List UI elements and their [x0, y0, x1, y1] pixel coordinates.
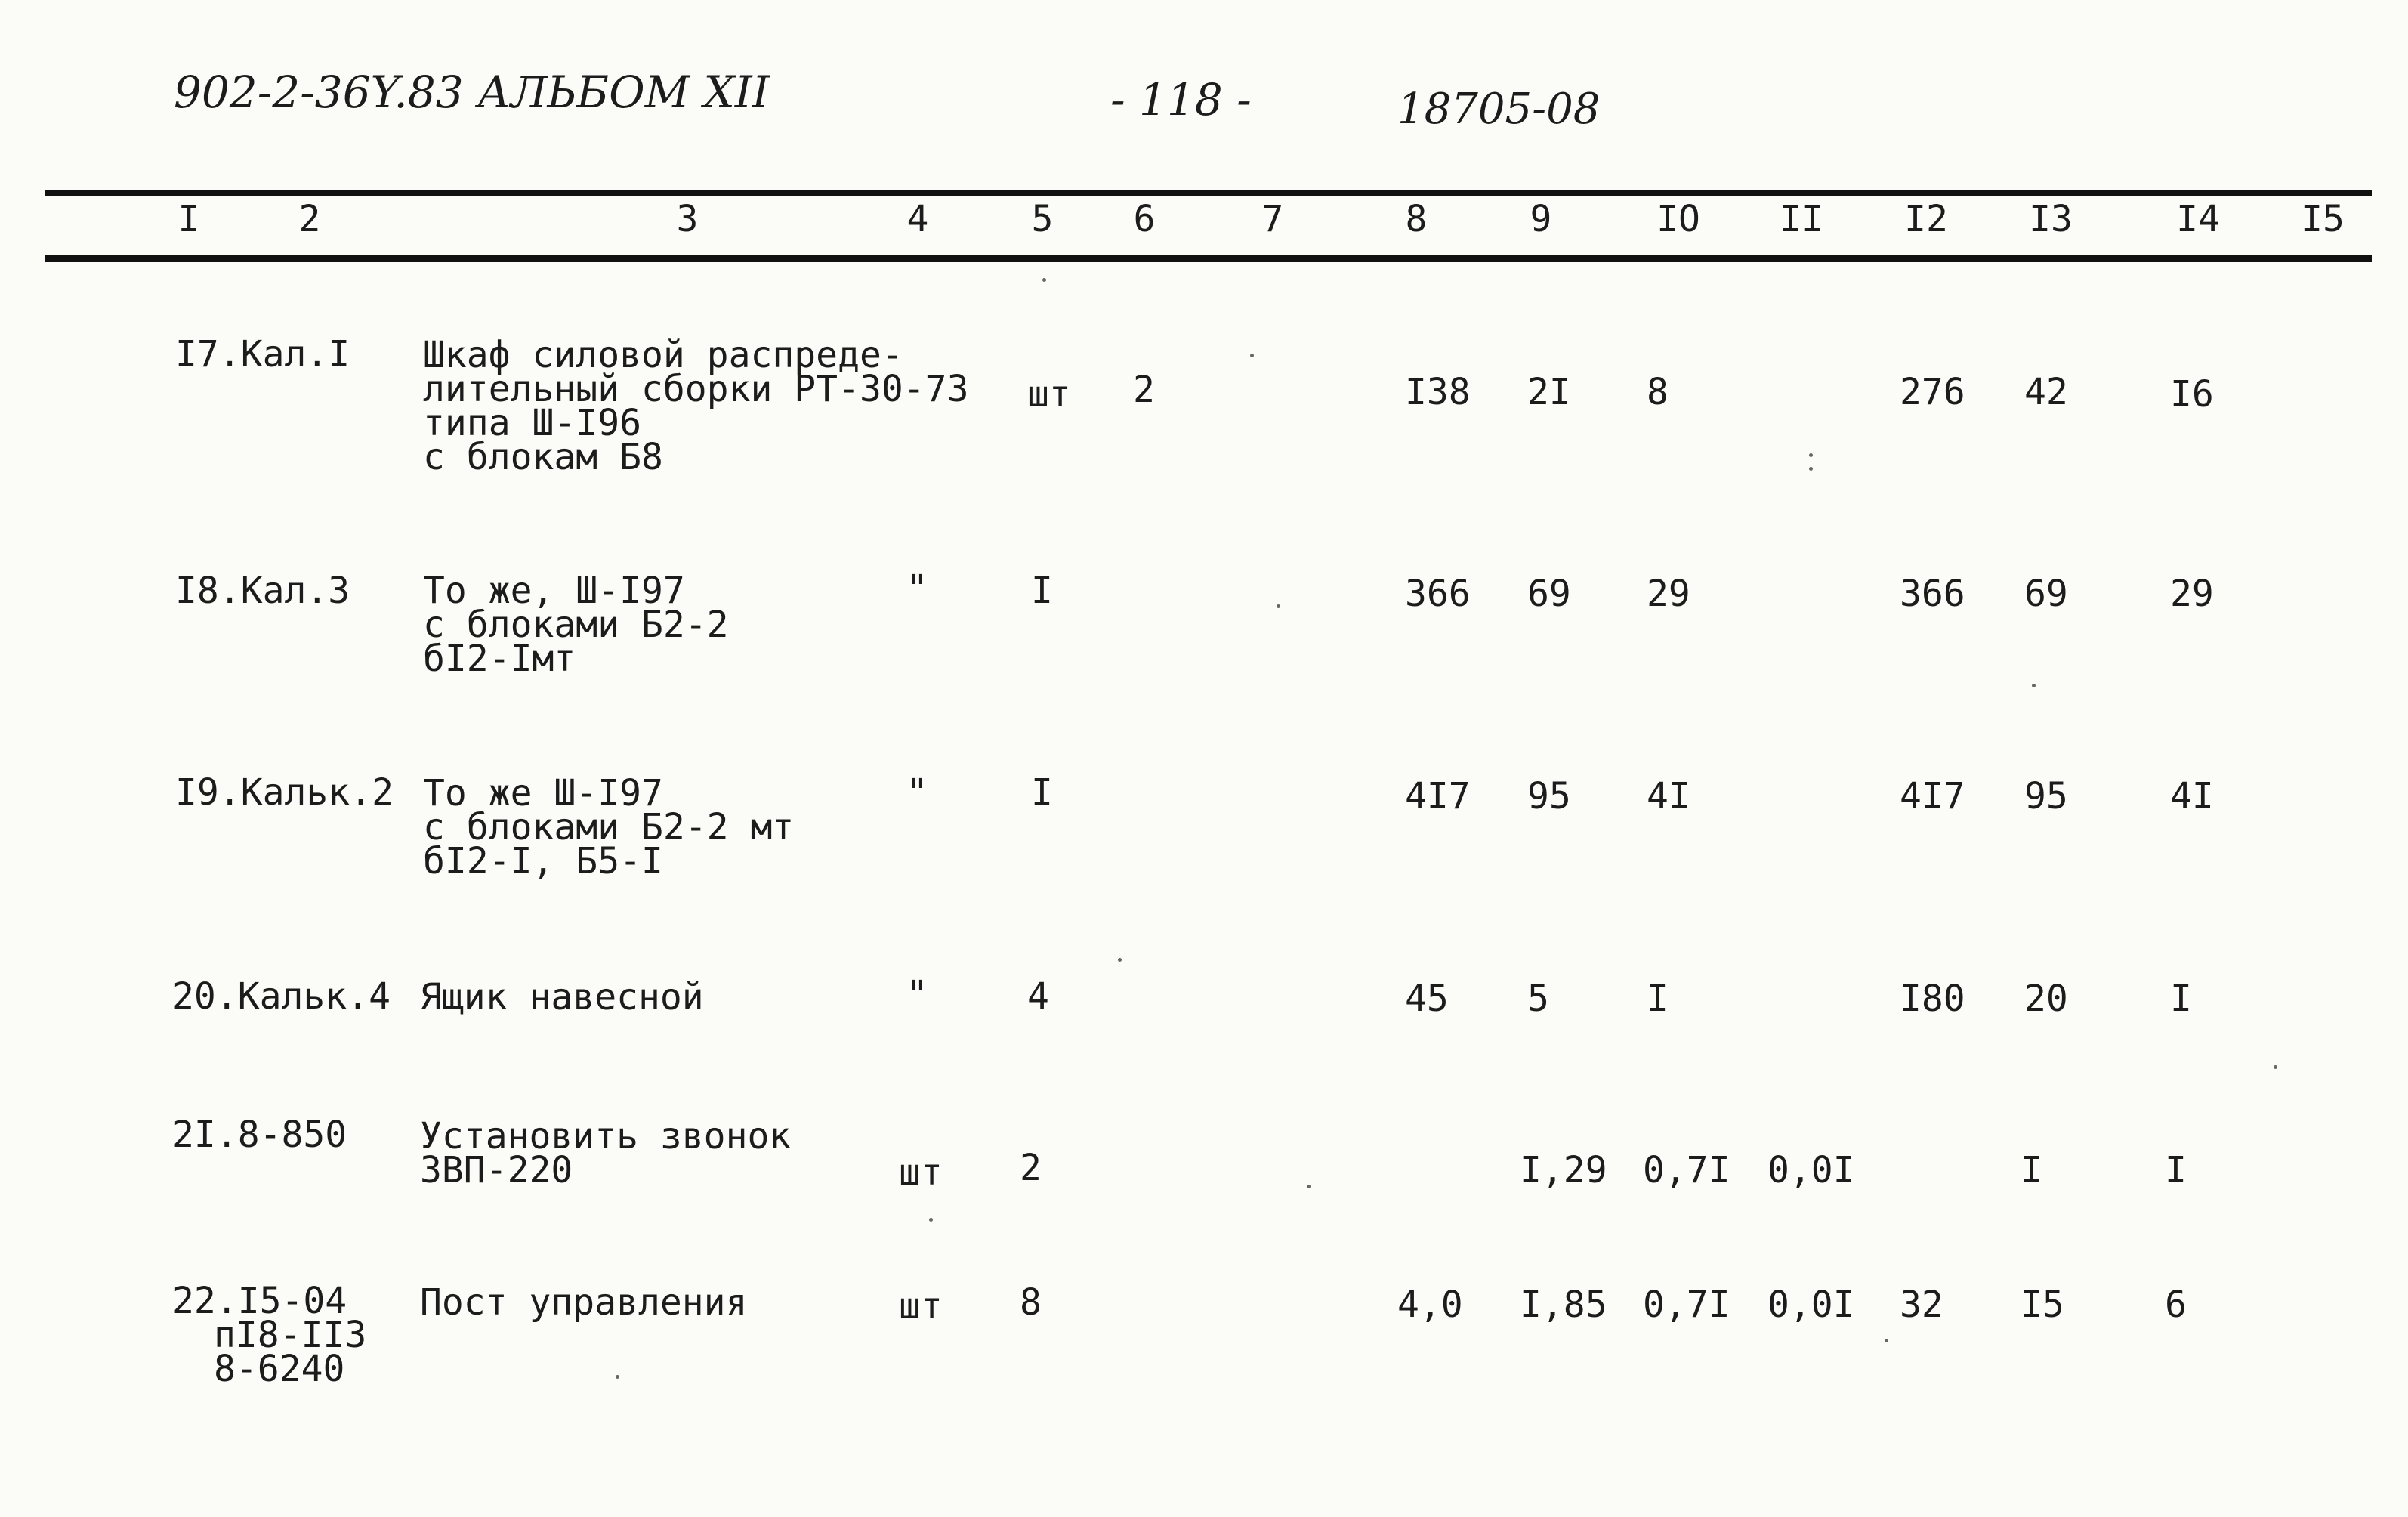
row-col10: 0,7I: [1643, 1149, 1730, 1191]
scan-speck: [1307, 1185, 1311, 1188]
scan-speck: [1118, 958, 1122, 962]
row-col9: 95: [1527, 775, 1571, 817]
scan-speck: [1809, 467, 1813, 471]
table-header-rule: [45, 255, 2372, 262]
row-number: 20.Кальк.4: [172, 975, 391, 1018]
scan-speck: [1809, 453, 1813, 457]
col-header-1: I: [178, 198, 200, 240]
row-col12: I80: [1900, 978, 1965, 1020]
col-header-7: 7: [1261, 198, 1284, 240]
row-number: I9.Кальк.2: [175, 771, 394, 814]
row-col14: 29: [2170, 573, 2214, 615]
col-header-2: 2: [298, 198, 321, 240]
row-description: Установить звонок ЗВП-220: [420, 1115, 792, 1192]
row-unit: ": [906, 771, 928, 814]
scan-speck: [929, 1218, 933, 1222]
page-number: - 118 -: [1110, 74, 1252, 125]
row-number: I7.Кал.I: [175, 333, 350, 375]
row-description: То же Ш-I97 с блоками Б2-2 мт бI2-I, Б5-I: [423, 772, 795, 883]
row-unit: ": [906, 567, 928, 610]
row-description: Ящик навесной: [420, 976, 704, 1018]
row-col9: 5: [1527, 978, 1549, 1020]
album-code: 902-2-36Y.83 АЛЬБОМ XII: [174, 66, 770, 118]
scan-speck: [2274, 1065, 2277, 1069]
row-number: 2I.8-850: [172, 1114, 347, 1156]
row-col12: 366: [1900, 573, 1965, 615]
row-col14: I: [2170, 978, 2192, 1020]
scan-speck: [1885, 1339, 1888, 1342]
col-header-6: 6: [1133, 198, 1156, 240]
scan-speck: [616, 1375, 619, 1379]
col-header-11: II: [1780, 198, 1823, 240]
col-header-10: IO: [1656, 198, 1700, 240]
row-col12: 276: [1900, 371, 1965, 413]
row-qty: I: [1031, 771, 1053, 814]
row-qty: I: [1031, 570, 1053, 612]
row-col13: 95: [2024, 775, 2068, 817]
document-number: 18705-08: [1397, 85, 1601, 134]
col-header-9: 9: [1530, 198, 1552, 240]
row-qty: 2: [1133, 369, 1155, 411]
row-qty: 8: [1020, 1281, 1042, 1324]
row-col11: 0,0I: [1767, 1149, 1855, 1191]
row-col8: 4,0: [1397, 1284, 1463, 1326]
row-col13: I5: [2021, 1284, 2064, 1326]
row-col11: 0,0I: [1767, 1284, 1855, 1326]
col-header-15: I5: [2301, 198, 2345, 240]
col-header-8: 8: [1405, 198, 1428, 240]
col-header-14: I4: [2176, 198, 2220, 240]
row-col10: 4I: [1647, 775, 1690, 817]
row-col8: 4I7: [1405, 775, 1471, 817]
scan-speck: [1042, 278, 1046, 282]
row-col8: I38: [1405, 371, 1471, 413]
row-number: 22.I5-04 пI8-II3 8-6240: [172, 1280, 367, 1391]
row-col8: 366: [1405, 573, 1471, 615]
col-header-4: 4: [906, 198, 929, 240]
col-header-12: I2: [1904, 198, 1948, 240]
row-unit: шт: [1027, 373, 1071, 416]
row-col10: I: [1647, 978, 1669, 1020]
row-col12: 4I7: [1900, 775, 1965, 817]
col-header-13: I3: [2029, 198, 2073, 240]
row-col13: 20: [2024, 978, 2068, 1020]
row-col9: 2I: [1527, 371, 1571, 413]
row-col10: 29: [1647, 573, 1690, 615]
row-col9: I,85: [1520, 1284, 1607, 1326]
row-qty: 4: [1027, 975, 1049, 1018]
row-description: Пост управления: [420, 1281, 748, 1324]
row-col10: 0,7I: [1643, 1284, 1730, 1326]
row-description: То же, Ш-I97 с блоками Б2-2 бI2-Iмт: [423, 570, 729, 681]
row-col12: 32: [1900, 1284, 1943, 1326]
row-col14: I6: [2170, 373, 2214, 416]
row-col14: 4I: [2170, 775, 2214, 817]
row-description: Шкаф силовой распреде- лительный сборки РТ-30-73 типа Ш-I96 с блокам Б8: [423, 334, 969, 479]
row-col14: I: [2165, 1149, 2187, 1191]
row-col13: 42: [2024, 371, 2068, 413]
row-col14: 6: [2165, 1284, 2187, 1326]
row-col10: 8: [1647, 371, 1669, 413]
row-qty: 2: [1020, 1147, 1042, 1189]
row-unit: шт: [899, 1151, 943, 1194]
table-top-rule: [45, 190, 2372, 196]
row-col9: 69: [1527, 573, 1571, 615]
row-col13: 69: [2024, 573, 2068, 615]
row-number: I8.Кал.3: [175, 570, 350, 612]
row-col8: 45: [1405, 978, 1449, 1020]
scan-speck: [1277, 604, 1280, 608]
row-unit: шт: [899, 1285, 943, 1327]
col-header-5: 5: [1031, 198, 1054, 240]
row-col9: I,29: [1520, 1149, 1607, 1191]
col-header-3: 3: [676, 198, 699, 240]
scan-speck: [2032, 684, 2036, 687]
scan-speck: [1250, 354, 1254, 357]
row-col13: I: [2021, 1149, 2042, 1191]
row-unit: ": [906, 973, 928, 1015]
